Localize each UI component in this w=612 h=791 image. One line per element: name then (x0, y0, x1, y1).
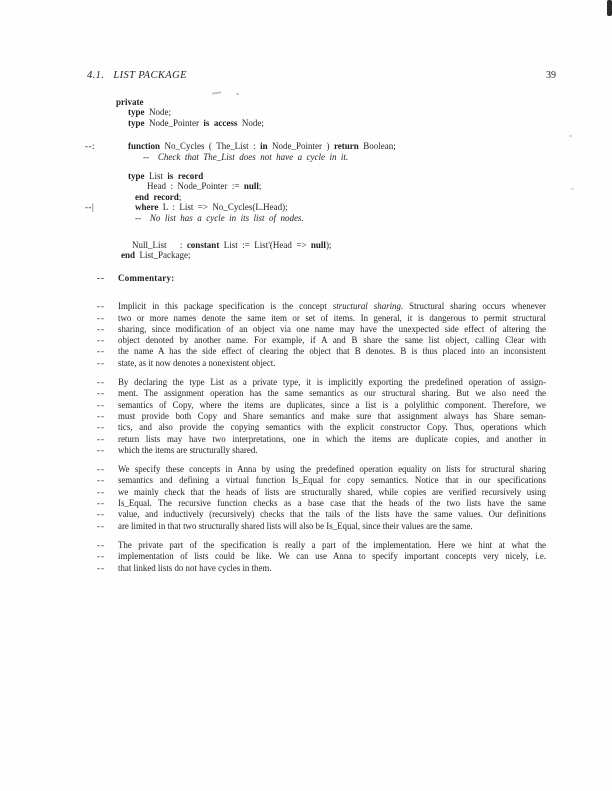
text-run: sharing, since modification of an object via one name may have the unexpected side effect of altering the (118, 323, 546, 334)
text-run: we mainly check that the heads of lists are structurally shared, while copies are verified recursively using (118, 486, 546, 497)
code-text (116, 107, 171, 117)
text-run: -- No list has a cycle in its list of nodes. (135, 212, 304, 223)
comment-dash-prefix: -- (97, 475, 105, 486)
text-run: access (213, 117, 238, 128)
text-run: No_Cycles ( The_List : (160, 141, 261, 152)
scan-smudge (236, 93, 239, 95)
commentary-line (97, 563, 546, 574)
scan-speck (571, 188, 574, 190)
code-blank-line (85, 128, 396, 141)
commentary-line (97, 475, 546, 486)
annotation-marker (85, 250, 116, 260)
commentary-line-text (118, 509, 546, 520)
running-head (87, 70, 187, 81)
annotation-marker: --| (85, 202, 95, 213)
commentary-line-text (118, 388, 546, 399)
text-run: implementation of lists could be like. We can use Anna to specify important concepts very nicely, i.e. (118, 551, 546, 562)
code-text (116, 213, 304, 223)
commentary-line-text (118, 540, 546, 551)
commentary-paragraph (97, 377, 546, 456)
commentary-line (97, 509, 546, 520)
text-run: ; (178, 191, 182, 202)
text-run: We specify these concepts in Anna by using the predefined operation equality on lists for structural sharing (118, 464, 546, 475)
code-text (116, 141, 396, 151)
text-run: semantics of Copy, where the items are duplicates, since a list is a polylithic component. Therefore, we (118, 399, 546, 410)
text-run: which the items are structurally shared. (118, 444, 258, 455)
code-text (116, 250, 190, 260)
text-run: Head : Node_Pointer := (147, 181, 244, 192)
comment-dash-prefix: -- (97, 323, 105, 334)
code-blank-line (85, 162, 396, 171)
code-line (85, 107, 396, 117)
commentary-section (97, 273, 546, 582)
code-text (116, 240, 331, 250)
code-line (85, 118, 396, 128)
comment-dash-prefix: -- (97, 433, 105, 444)
comment-dash-prefix: -- (97, 486, 105, 497)
text-run: By declaring the type List as a private type, it is implicitly exporting the predefined operation of assign- (118, 377, 546, 388)
code-text (116, 192, 181, 202)
comment-dash-prefix: -- (97, 520, 105, 531)
code-block (85, 97, 396, 261)
commentary-line-text (118, 313, 546, 324)
commentary-line (97, 551, 546, 562)
commentary-line-text (118, 563, 546, 574)
commentary-line (97, 313, 546, 324)
text-run: The private part of the specification is really a part of the implementation. Here we hint at what the (118, 539, 546, 550)
commentary-line-text (118, 464, 546, 475)
annotation-marker (85, 118, 116, 128)
text-run: null (310, 239, 326, 250)
comment-dash-prefix: -- (97, 301, 105, 312)
commentary-line (97, 400, 546, 411)
code-line (85, 250, 396, 260)
commentary-heading-label: Commentary: (118, 273, 175, 283)
commentary-line (97, 498, 546, 509)
text-run: constant (186, 239, 220, 250)
commentary-line (97, 388, 546, 399)
code-line (85, 240, 396, 250)
comment-dash-prefix: -- (97, 498, 105, 509)
commentary-line (97, 434, 546, 445)
scan-corner-artifact (607, 0, 612, 16)
text-run: where (135, 202, 159, 213)
code-text (116, 181, 261, 191)
text-run: structural sharing (332, 301, 401, 312)
commentary-line (97, 411, 546, 422)
comment-dash-prefix: -- (97, 422, 105, 433)
comment-dash-prefix: -- (97, 539, 105, 550)
text-run: List := List'(Head => (219, 239, 311, 250)
commentary-line-text (118, 475, 546, 486)
code-line (85, 141, 396, 151)
text-run: private (116, 97, 144, 107)
commentary-line (97, 377, 546, 388)
text-run: return (333, 141, 359, 152)
commentary-line-text (118, 521, 546, 532)
commentary-line (97, 335, 546, 346)
annotation-marker (85, 240, 116, 250)
text-run: tics, and also provide the copying semantics with the explicit constructor Copy. Thus, operations which (118, 422, 546, 433)
code-line (85, 97, 396, 107)
code-line (85, 181, 396, 191)
comment-dash-prefix: -- (97, 562, 105, 573)
text-run: ment. The assignment operation has the same semantics as our structural sharing. But we also need the (118, 388, 546, 399)
annotation-marker (85, 97, 116, 107)
text-run: List (144, 170, 168, 181)
code-line (85, 213, 396, 223)
text-run: function (128, 141, 161, 152)
comment-dash-prefix: -- (97, 312, 105, 323)
code-line (85, 202, 396, 212)
commentary-line (97, 487, 546, 498)
commentary-line (97, 422, 546, 433)
commentary-heading (97, 273, 546, 284)
text-run: null (243, 181, 259, 192)
commentary-line-text (118, 346, 546, 357)
text-run: object denoted by another name. For example, if A and B share the same list object, calling Clear with (118, 335, 546, 346)
commentary-line (97, 540, 546, 551)
commentary-paragraph (97, 464, 546, 532)
comment-dash-prefix: -- (97, 273, 105, 283)
code-text (116, 97, 144, 107)
annotation-marker (85, 171, 116, 181)
text-run: state, as it now denotes a nonexistent object. (118, 357, 276, 368)
text-run: is (203, 117, 210, 128)
annotation-marker (85, 213, 116, 223)
code-text (116, 152, 348, 162)
comment-dash-prefix: -- (97, 509, 105, 520)
commentary-paragraph (97, 301, 546, 369)
commentary-line-text (118, 301, 546, 312)
comment-dash-prefix: -- (97, 399, 105, 410)
commentary-line-text (118, 422, 546, 433)
text-run: is (167, 170, 174, 181)
text-run: Implicit in this package specification is the concept (118, 301, 333, 312)
commentary-paragraph (97, 540, 546, 574)
comment-dash-prefix: -- (97, 377, 105, 388)
text-run: L : List => No_Cycles(L.Head); (158, 202, 288, 213)
text-run: are limited in that two structurally shared lists will also be Is_Equal, since their values are the same. (118, 520, 473, 531)
page-number: 39 (546, 70, 556, 81)
commentary-line-text (118, 445, 546, 456)
commentary-line-text (118, 498, 546, 509)
text-run: semantics and defining a virtual function Is_Equal for copy semantics. Notice that in our specifications (118, 475, 546, 486)
comment-dash-prefix: -- (97, 388, 105, 399)
commentary-line-text (118, 324, 546, 335)
text-run: -- Check that The_List does not have a cycle in it. (143, 151, 349, 162)
text-run: ; (258, 181, 262, 192)
commentary-line-text (118, 377, 546, 388)
commentary-line (97, 324, 546, 335)
text-run: type (128, 170, 145, 181)
annotation-marker (85, 181, 116, 191)
text-run: value, and inductively (recursively) checks that the tails of the lists have the same values. Our definitions (118, 509, 546, 520)
commentary-line-text (118, 335, 546, 346)
comment-dash-prefix: -- (97, 346, 105, 357)
text-run: Node; (237, 117, 264, 128)
text-run: List_Package; (135, 250, 191, 261)
text-run: Node; (144, 107, 171, 118)
code-text (116, 202, 288, 212)
commentary-line-text (118, 358, 546, 369)
commentary-line-text (118, 400, 546, 411)
text-run: end (121, 250, 136, 261)
section-number: 4.1. (87, 70, 105, 81)
text-run: Boolean; (358, 141, 396, 152)
code-text (116, 118, 264, 128)
text-run: end record (135, 191, 179, 202)
text-run: Node_Pointer ) (267, 141, 334, 152)
text-run: the name A has the side effect of clearing the object that B denotes. B is thus placed into an inconsistent (118, 346, 546, 357)
code-line (85, 192, 396, 202)
text-run: return lists may have two interpretations, one in which the items are duplicate copies, and another in (118, 433, 546, 444)
scan-smudge (212, 91, 221, 94)
comment-dash-prefix: -- (97, 357, 105, 368)
comment-dash-prefix: -- (97, 410, 105, 421)
text-run: in (260, 141, 268, 152)
comment-dash-prefix: -- (97, 335, 105, 346)
annotation-marker (85, 107, 116, 117)
text-run: two or more names denote the same item or set of items. In general, it is dangerous to permit structural (118, 312, 546, 323)
commentary-line (97, 464, 546, 475)
text-run: Is_Equal. The recursive function checks as a base case that the heads of the two lists have the same (118, 498, 546, 509)
code-line (85, 171, 396, 181)
text-run: that linked lists do not have cycles in them. (118, 562, 272, 573)
comment-dash-prefix: -- (97, 551, 105, 562)
scan-speck (569, 135, 572, 137)
code-text (116, 171, 203, 181)
annotation-marker (85, 192, 116, 202)
commentary-line (97, 358, 546, 369)
annotation-marker (85, 152, 116, 162)
commentary-line (97, 346, 546, 357)
comment-dash-prefix: -- (97, 464, 105, 475)
text-run: record (177, 170, 204, 181)
commentary-line (97, 521, 546, 532)
commentary-line-text (118, 434, 546, 445)
text-run: type (128, 107, 145, 118)
commentary-line (97, 301, 546, 312)
text-run: type (128, 117, 145, 128)
code-line (85, 152, 396, 162)
text-run: . Structural sharing occurs whenever (400, 301, 547, 312)
page-title: LIST PACKAGE (113, 70, 187, 81)
page-header (87, 70, 556, 81)
commentary-line (97, 445, 546, 456)
commentary-line-text (118, 487, 546, 498)
annotation-marker: --: (85, 141, 95, 152)
code-blank-line (85, 223, 396, 240)
text-run: Node_Pointer (144, 117, 204, 128)
commentary-line-text (118, 411, 546, 422)
commentary-line-text (118, 551, 546, 562)
comment-dash-prefix: -- (97, 444, 105, 455)
text-run: ); (325, 239, 332, 250)
text-run: Null_List : (132, 239, 187, 250)
text-run: must provide both Copy and Share semantics and make sure that assignment always has Share seman- (118, 410, 546, 421)
commentary-paragraphs (97, 301, 546, 574)
